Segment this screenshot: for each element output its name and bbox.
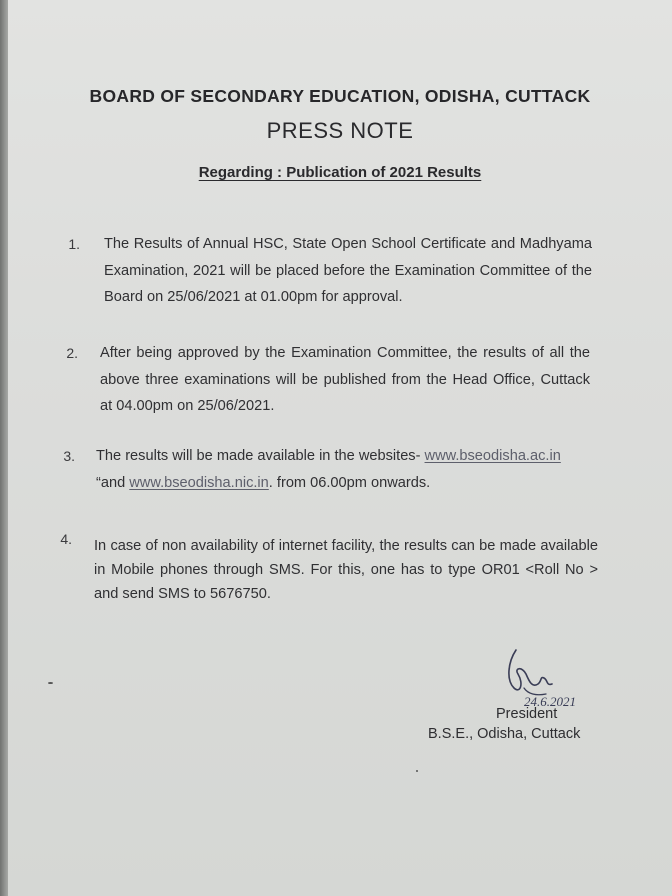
- press-note-sheet: [8, 0, 672, 896]
- point-number: 4.: [60, 531, 72, 547]
- website-link-ac[interactable]: www.bseodisha.ac.in: [424, 448, 561, 464]
- signature-date: 24.6.2021: [524, 694, 576, 708]
- board-title: BOARD OF SECONDARY EDUCATION, ODISHA, CUTTACK: [89, 86, 591, 106]
- handwritten-signature: [502, 644, 612, 708]
- paper-speck: [416, 770, 418, 772]
- text-after: . from 06.00pm onwards.: [268, 474, 431, 491]
- point-text: [96, 443, 606, 496]
- point-text: In case of non availability of internet facility, the results can be made available in Mobile phones through SMS. For this, one has to type OR01 <Roll No > and send SMS to 5676750.: [94, 538, 598, 602]
- point-text: After being approved by the Examination Committee, the results of all the above three examinations will be published from the Head Office, Cuttack at 04.00pm on 25/06/2021.: [100, 345, 590, 414]
- point-text: The Results of Annual HSC, State Open School Certificate and Madhyama Examination, 2021 will be placed before the Examination Committee of the Board on 25/06/2021 at 01.00pm for approval.: [104, 236, 592, 305]
- signatory-office: B.S.E., Odisha, Cuttack: [428, 726, 581, 742]
- subject-text: Regarding : Publication of 2021 Results: [198, 164, 482, 181]
- document-title: PRESS NOTE: [266, 118, 414, 143]
- website-link-nic[interactable]: www.bseodisha.nic.in: [129, 474, 269, 491]
- text-middle: “and: [96, 474, 130, 491]
- signatory-designation: President: [496, 706, 558, 722]
- point-number: 3.: [63, 448, 75, 464]
- text-before: The results will be made available in the websites-: [96, 448, 425, 464]
- signature-block: [408, 644, 608, 754]
- paper-speck: [48, 682, 53, 684]
- point-number: 2.: [66, 345, 78, 361]
- point-number: 1.: [68, 236, 80, 252]
- subject-line: [8, 164, 672, 181]
